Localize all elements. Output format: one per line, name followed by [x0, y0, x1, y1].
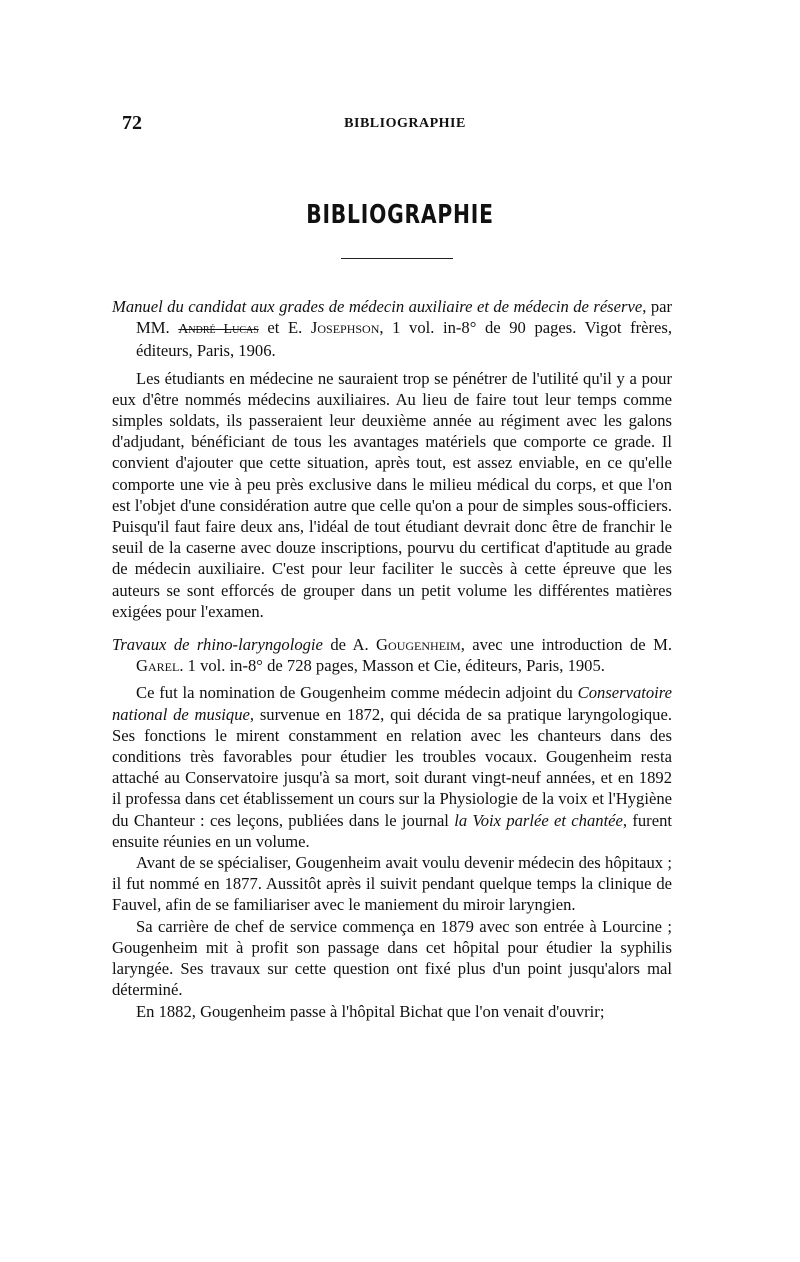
entry-2-citation	[112, 634, 672, 676]
entry-1-comma: ,	[642, 297, 647, 316]
entry-1-details: , 1 vol. in-8° de 90 pages. Vigot frères, éditeurs, Paris, 1906.	[136, 318, 672, 361]
entry-1-et: et E.	[258, 318, 311, 338]
entry-1-par: par MM.	[136, 297, 673, 338]
document-body	[112, 296, 672, 1022]
entry-2-mid: , avec une introduction de M.	[460, 635, 672, 655]
entry-2-p1-italic-2: la Voix parlée et chantée	[454, 810, 623, 830]
entry-2-p1-a: Ce fut la nomination de Gougenheim comme médecin adjoint du	[136, 683, 578, 703]
entry-2-p1-c: , furent ensuite réunies en un volume.	[112, 810, 672, 851]
entry-2-paragraph-2: Avant de se spécialiser, Gougenheim avait voulu devenir médecin des hôpitaux ; il fut nommé en 1877. Aussitôt après il suivit pendant quelque temps la clinique de Fauvel, afin de se familiariser avec le maniement du miroir laryngien.	[112, 853, 672, 915]
entry-2-p1-italic-1: Conservatoire national de musique	[112, 683, 672, 724]
page-number: 72	[122, 112, 142, 134]
entry-2-author-2: Garel	[136, 656, 180, 676]
entry-2-details: . 1 vol. in-8° de 728 pages, Masson et Cie, éditeurs, Paris, 1905.	[179, 656, 605, 676]
entry-2-paragraph-1	[112, 682, 672, 852]
entry-1-title: Manuel du candidat aux grades de médecin auxiliaire et de médecin de réserve	[112, 297, 643, 316]
entry-2-p1-b: , survenue en 1872, qui décida de sa pratique laryngologique. Ses fonctions le mirent constamment en relation avec les chanteurs dans des conditions très favorables pour étudier les troubles vocaux. Gougenheim resta attaché au Conservatoire jusqu'à sa mort, soit durant vingt-neuf années, et en 1892 il professa dans cet établissement un cours sur la Physiologie de la voix et l'Hygiène du Chanteur : ces leçons, publiées dans le journal	[112, 704, 672, 830]
entry-2-paragraph-3: Sa carrière de chef de service commença en 1879 avec son entrée à Lourcine ; Gougenheim mit à profit son passage dans cet hôpital pour étudier la syphilis laryngée. Ses travaux sur cette question ont fixé plus d'un point jusqu'alors mal déterminé.	[112, 916, 672, 1000]
running-head: BIBLIOGRAPHIE	[344, 116, 466, 131]
entry-1-author-2: Josephson	[310, 318, 380, 338]
entry-2-paragraph-4: En 1882, Gougenheim passe à l'hôpital Bichat que l'on venait d'ouvrir;	[136, 1001, 605, 1021]
entry-1-citation	[112, 296, 672, 362]
entry-2-title: Travaux de rhino-laryngologie	[112, 635, 323, 655]
entry-2-author-1: Gougenheim	[376, 635, 461, 655]
entry-1-author-1: André Lucas	[178, 322, 259, 338]
title-rule	[341, 258, 453, 259]
entry-2-de: de A.	[322, 635, 377, 655]
page-header	[122, 112, 688, 142]
section-title: BIBLIOGRAPHIE	[306, 200, 494, 230]
entry-1-paragraph: Les étudiants en médecine ne sauraient trop se pénétrer de l'utilité qu'il y a pour eux d'être nommés médecins auxiliaires. Au lieu de faire tout leur temps comme simples soldats, ils passeraient leur deuxième année au régiment avec les galons d'adjudant, bénéficiant de tous les avantages matériels que comporte ce grade. Il convient d'ajouter que cette situation, après tout, est assez enviable, en ce qu'elle comporte une vie à peu près exclusive dans le milieu médical du corps, et que l'on est l'objet d'une considération autre que celle qu'on a pour de simples sous-officiers. Puisqu'il faut faire deux ans, l'idéal de tout étudiant devrait donc être de franchir le seuil de la caserne avec douze inscriptions, pourvu du certificat d'aptitude au grade de médecin auxiliaire. C'est pour leur faciliter le succès à cette épreuve que les auteurs se sont efforcés de grouper dans un petit volume les différentes matières exigées pour l'examen.	[112, 368, 672, 621]
